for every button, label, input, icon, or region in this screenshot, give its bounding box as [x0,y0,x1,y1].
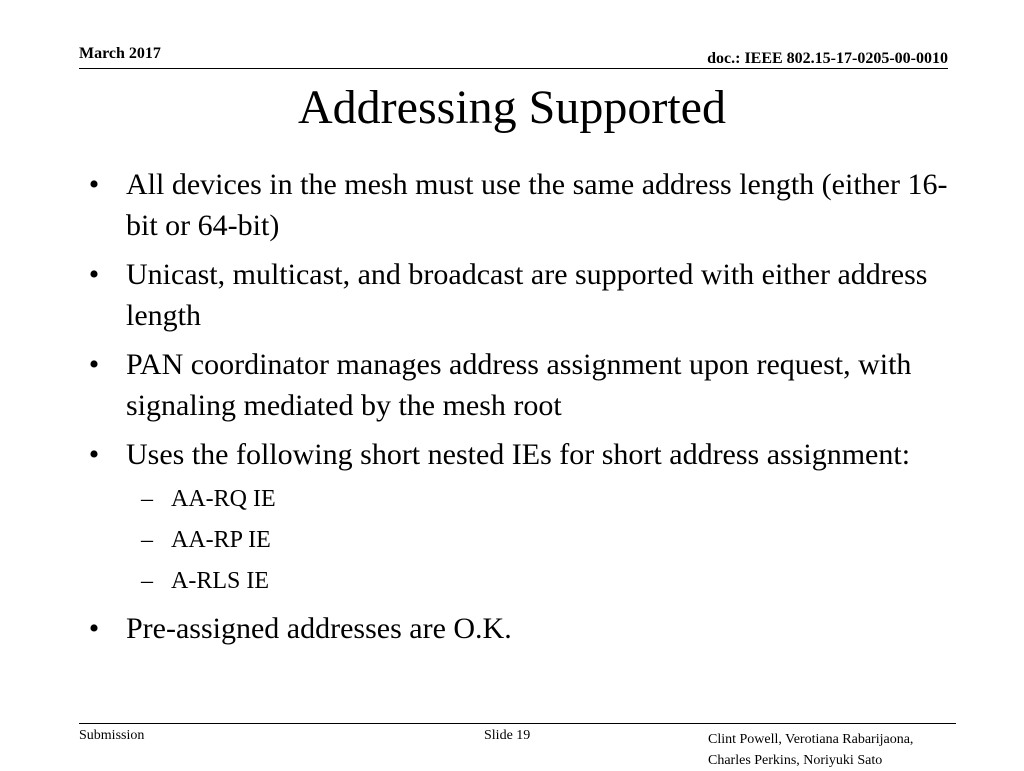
bullet-item [84,608,954,649]
bullet-item [84,434,954,475]
footer-submission: Submission [79,728,145,743]
dash-marker: – [141,568,153,594]
header-date: March 2017 [79,45,161,62]
bullet-item [84,254,954,336]
dash-marker: – [141,486,153,512]
footer-authors [708,729,913,771]
sub-bullet-item [84,483,954,515]
bullet-marker: • [88,258,100,291]
authors-line: Charles Perkins, Noriyuki Sato [708,753,883,768]
bullet-text: All devices in the mesh must use the same address length (either 16-bit or 64-bit) [126,168,948,242]
footer-divider [79,723,956,724]
header-doc-id: doc.: IEEE 802.15-17-0205-00-0010 [707,50,948,67]
bullet-text: Uses the following short nested IEs for short address assignment: [126,438,911,471]
sub-bullet-text: A-RLS IE [171,568,269,594]
slide-number: Slide 19 [484,728,531,743]
bullet-text: Pre-assigned addresses are O.K. [126,612,512,645]
dash-marker: – [141,527,153,553]
bullet-marker: • [88,168,100,201]
sub-bullet-text: AA-RQ IE [171,486,276,512]
sub-bullet-item [84,565,954,597]
bullet-marker: • [88,612,100,645]
sub-bullet-list [84,483,954,597]
sub-bullet-text: AA-RP IE [171,527,271,553]
bullet-item [84,164,954,246]
bullet-text: Unicast, multicast, and broadcast are supported with either address length [126,258,928,332]
slide-body [84,164,954,657]
header-divider [79,68,948,69]
bullet-text: PAN coordinator manages address assignment upon request, with signaling mediated by the mesh root [126,348,912,422]
bullet-marker: • [88,348,100,381]
slide-title: Addressing Supported [298,81,726,134]
bullet-item [84,344,954,426]
authors-line: Clint Powell, Verotiana Rabarijaona, [708,732,914,747]
sub-bullet-item [84,524,954,556]
bullet-marker: • [88,438,100,471]
